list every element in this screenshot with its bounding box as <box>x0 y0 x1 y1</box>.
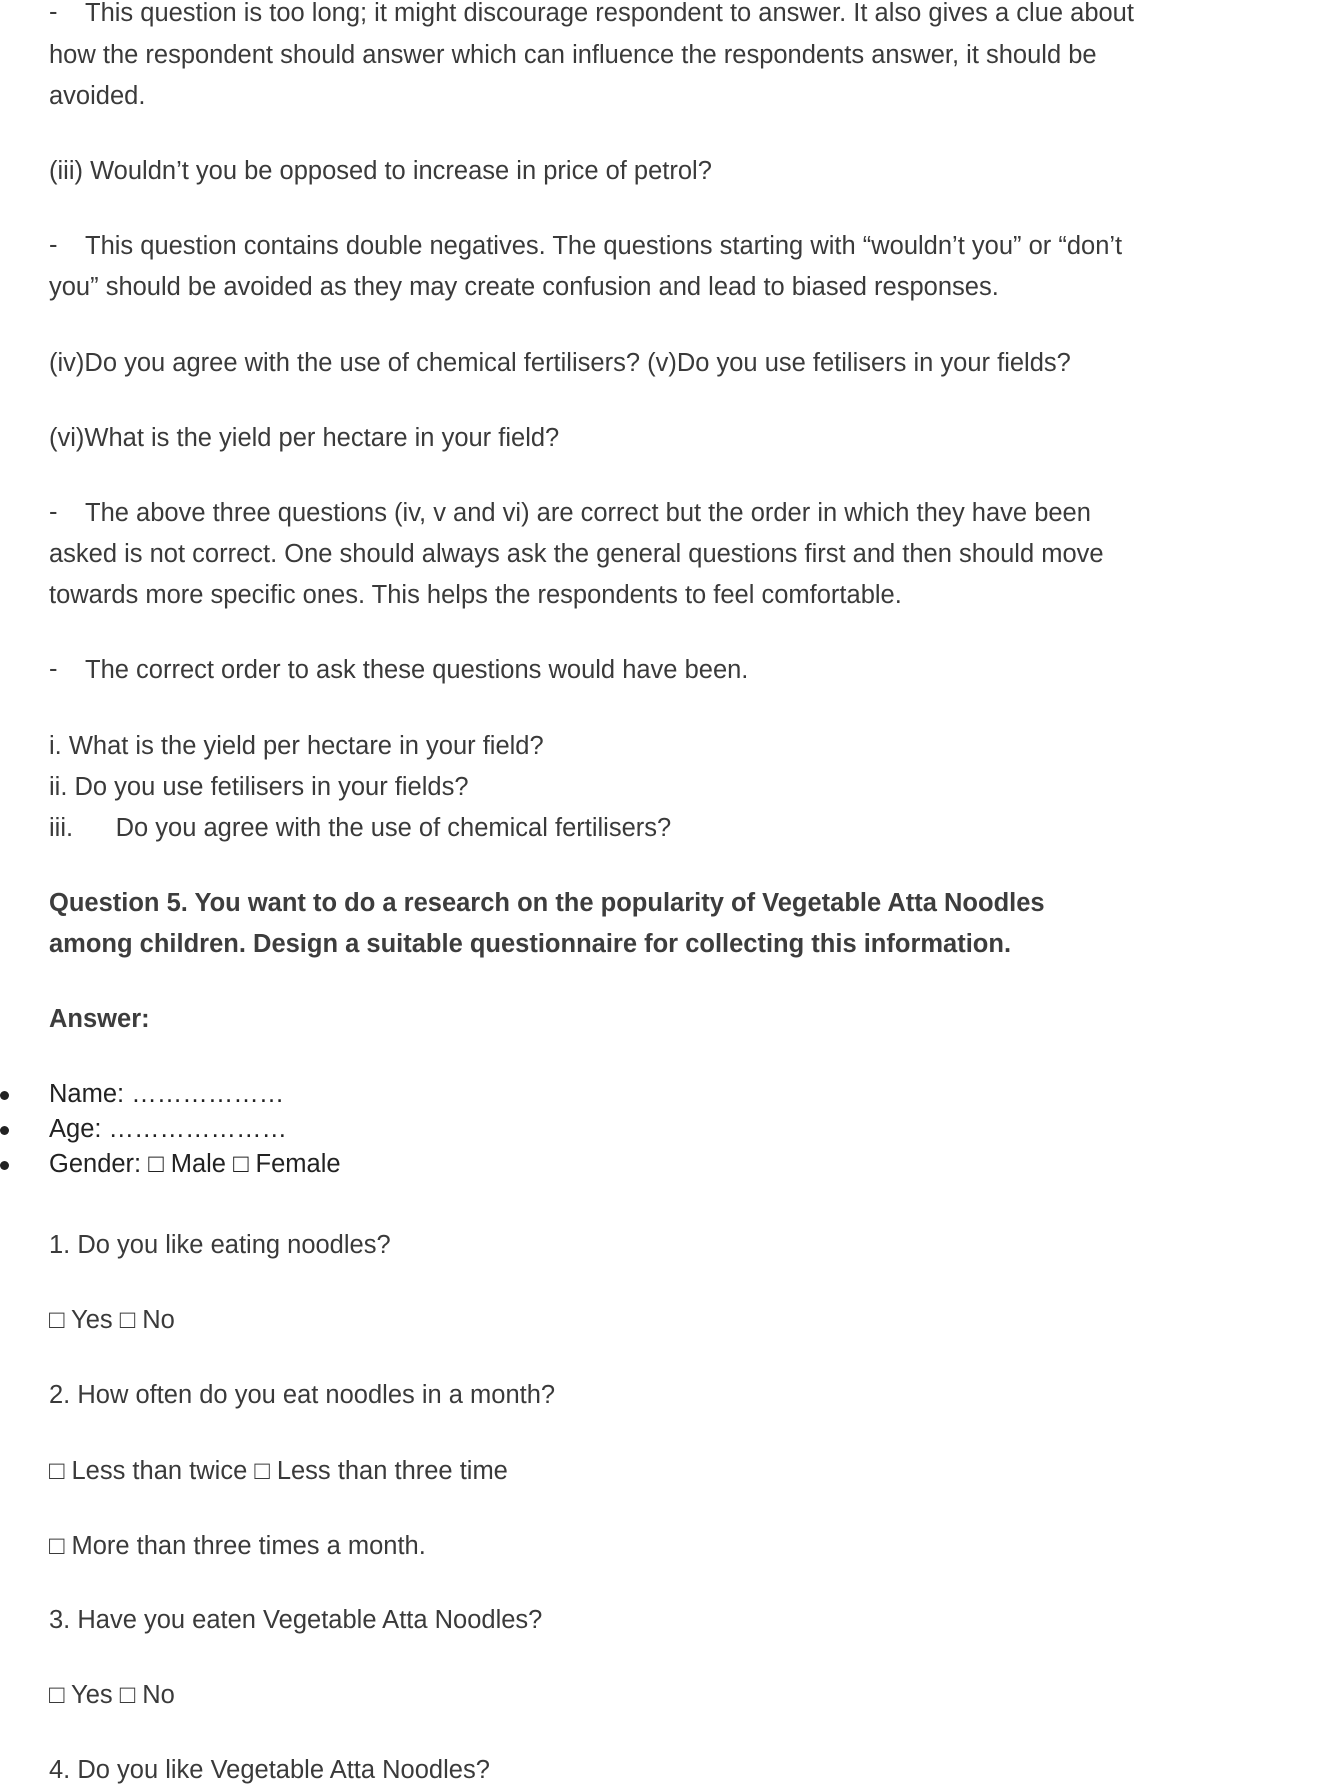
paragraph-line: avoided. <box>49 82 146 110</box>
survey-question-4: 4. Do you like Vegetable Atta Noodles? <box>49 1756 490 1784</box>
bullet-icon <box>0 1161 9 1170</box>
survey-question-1: 1. Do you like eating noodles? <box>49 1231 391 1259</box>
paragraph-line: The correct order to ask these questions would have been. <box>85 656 749 684</box>
answer-options: □ Yes □ No <box>49 1306 175 1334</box>
paragraph-line: you” should be avoided as they may create confusion and lead to biased responses. <box>49 273 999 301</box>
order-item: iii. Do you agree with the use of chemical fertilisers? <box>49 814 672 842</box>
question-vi: (vi)What is the yield per hectare in your field? <box>49 424 560 452</box>
answer-options: □ Yes □ No <box>49 1681 175 1709</box>
paragraph-line: towards more specific ones. This helps the respondents to feel comfortable. <box>49 581 902 609</box>
paragraph-line: The above three questions (iv, v and vi) are correct but the order in which they have been <box>85 499 1091 527</box>
paragraph-line: asked is not correct. One should always ask the general questions first and then should move <box>49 540 1104 568</box>
answer-label: Answer: <box>49 1005 150 1033</box>
age-field: Age: ………………… <box>49 1115 288 1143</box>
gender-field: Gender: □ Male □ Female <box>49 1150 341 1178</box>
dash-marker: - <box>49 0 58 26</box>
dash-marker: - <box>49 498 58 526</box>
questions-iv-v: (iv)Do you agree with the use of chemical fertilisers? (v)Do you use fetilisers in your fields? <box>49 349 1071 377</box>
paragraph-line: This question contains double negatives. The questions starting with “wouldn’t you” or “don’t <box>85 232 1123 260</box>
question-iii: (iii) Wouldn’t you be opposed to increase in price of petrol? <box>49 157 712 185</box>
bullet-icon <box>0 1091 9 1100</box>
survey-question-2: 2. How often do you eat noodles in a month? <box>49 1381 556 1409</box>
answer-options: □ More than three times a month. <box>49 1532 426 1560</box>
paragraph-line: This question is too long; it might discourage respondent to answer. It also gives a clue about <box>85 0 1134 27</box>
answer-options: □ Less than twice □ Less than three time <box>49 1457 508 1485</box>
dash-marker: - <box>49 231 58 259</box>
survey-question-3: 3. Have you eaten Vegetable Atta Noodles? <box>49 1606 543 1634</box>
question-5-heading: among children. Design a suitable questionnaire for collecting this information. <box>49 930 1012 958</box>
question-5-heading: Question 5. You want to do a research on the popularity of Vegetable Atta Noodles <box>49 889 1045 917</box>
dash-marker: - <box>49 655 58 683</box>
paragraph-line: how the respondent should answer which can influence the respondents answer, it should be <box>49 41 1097 69</box>
bullet-icon <box>0 1126 9 1135</box>
name-field: Name: ……………… <box>49 1080 285 1108</box>
order-item: ii. Do you use fetilisers in your fields? <box>49 773 469 801</box>
order-item: i. What is the yield per hectare in your field? <box>49 732 544 760</box>
